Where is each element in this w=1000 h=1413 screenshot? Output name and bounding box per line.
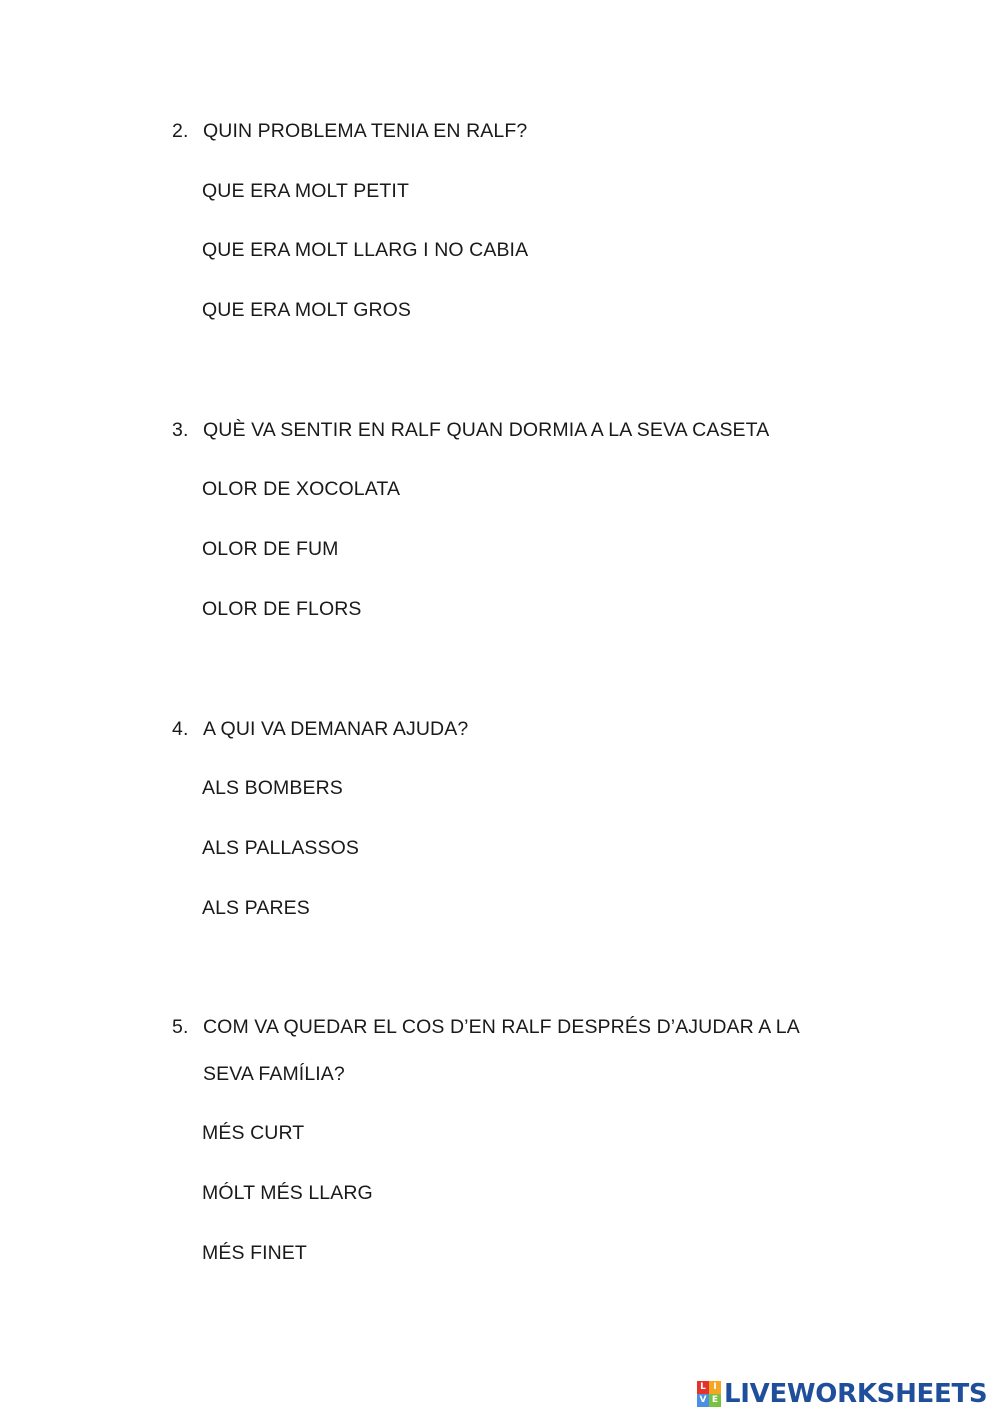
answer-option[interactable]: QUE ERA MOLT PETIT (202, 180, 409, 202)
answer-option[interactable]: MÉS CURT (202, 1122, 305, 1144)
answer-option[interactable]: ALS BOMBERS (202, 777, 343, 799)
question-text: A QUI VA DEMANAR AJUDA? (203, 718, 469, 740)
answer-option[interactable]: MÓLT MÉS LLARG (202, 1182, 373, 1204)
liveworksheets-logo (697, 1379, 987, 1409)
answer-option[interactable]: OLOR DE XOCOLATA (202, 478, 401, 500)
logo-text: LIVEWORKSHEETS (724, 1379, 988, 1409)
answer-option[interactable]: OLOR DE FUM (202, 538, 339, 560)
logo-mark-icon: L I V E (697, 1381, 721, 1407)
question-number: 5. (172, 1016, 189, 1038)
question-text: QUIN PROBLEMA TENIA EN RALF? (203, 120, 528, 142)
question-number: 4. (172, 718, 189, 740)
answer-option[interactable]: QUE ERA MOLT GROS (202, 299, 412, 321)
question-number: 3. (172, 419, 189, 441)
answer-option[interactable]: ALS PARES (202, 897, 310, 919)
answer-option[interactable]: OLOR DE FLORS (202, 598, 362, 620)
answer-option[interactable]: ALS PALLASSOS (202, 837, 360, 859)
question-number: 2. (172, 120, 189, 142)
answer-option[interactable]: MÉS FINET (202, 1242, 307, 1264)
answer-option[interactable]: QUE ERA MOLT LLARG I NO CABIA (202, 239, 529, 261)
question-text: SEVA FAMÍLIA? (203, 1063, 345, 1085)
question-text: COM VA QUEDAR EL COS D’EN RALF DESPRÉS D’AJUDAR A LA (203, 1016, 800, 1038)
question-text: QUÈ VA SENTIR EN RALF QUAN DORMIA A LA SEVA CASETA (203, 419, 770, 441)
